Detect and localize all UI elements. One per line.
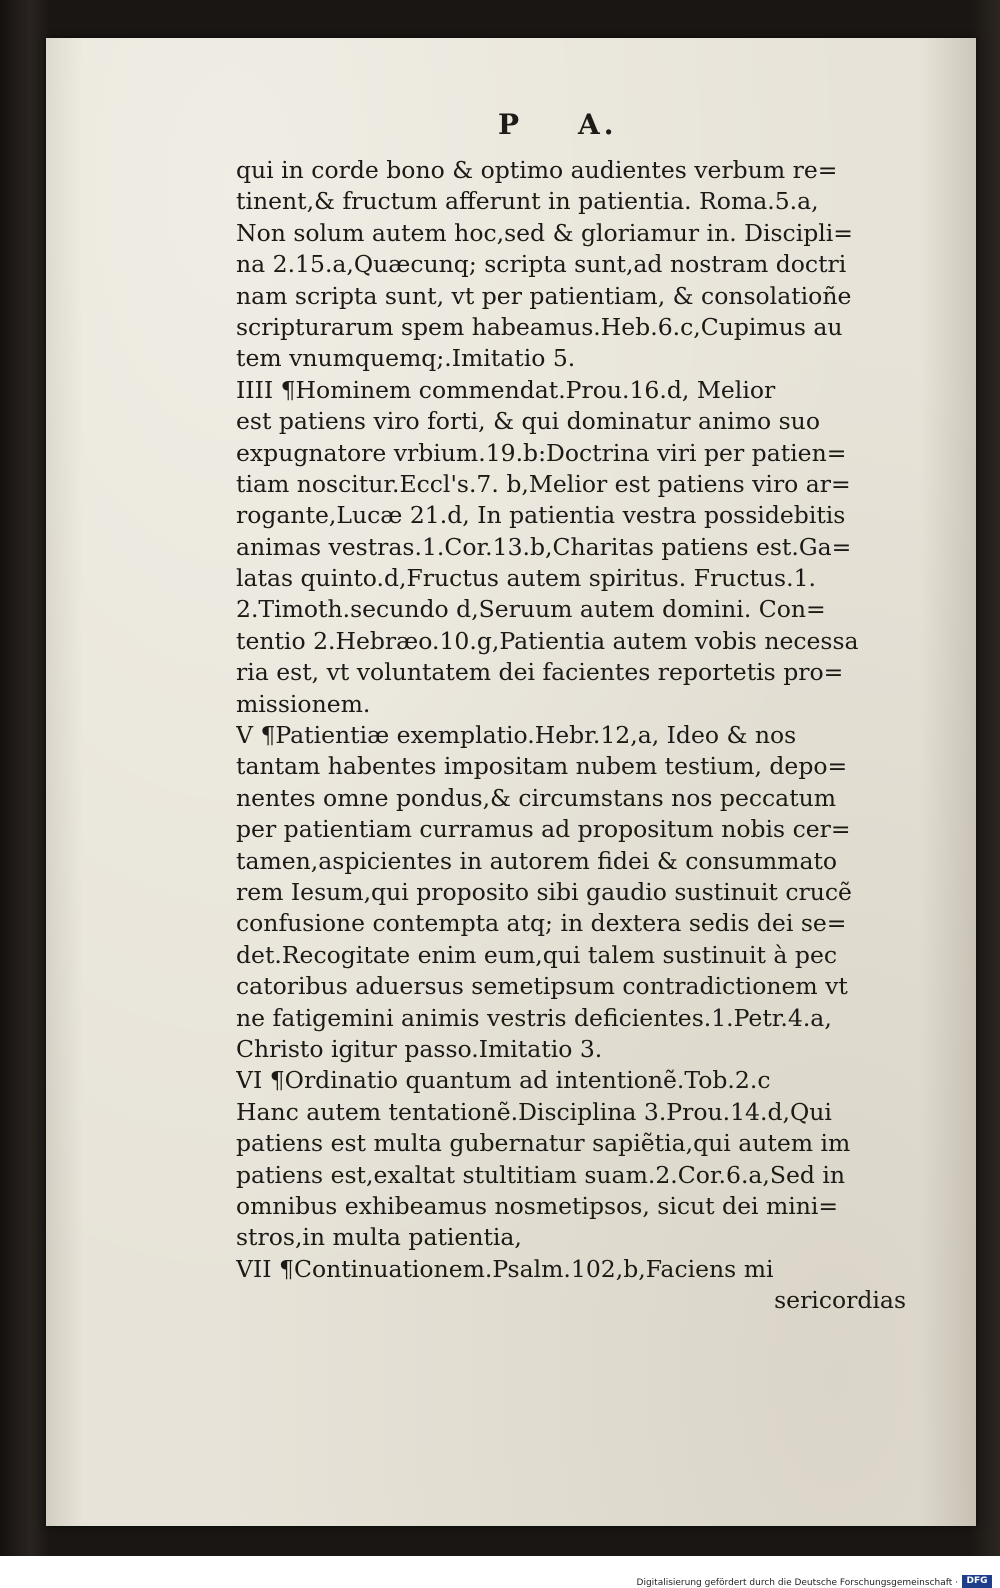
text-line: IIII ¶Hominem commendat.Prou.16.d, Melior [236, 375, 776, 404]
text-line: est patiens viro forti, & qui dominatur animo suo [236, 407, 820, 436]
text-line: ria est, vt voluntatem dei facientes reportetis pro= [236, 658, 844, 687]
text-line: qui in corde bono & optimo audientes verbum re= [236, 156, 838, 184]
text-line: tamen,aspicientes in autorem fidei & consummato [236, 846, 838, 875]
text-line: omnibus exhibeamus nosmetipsos, sicut dei mini= [236, 1191, 839, 1220]
text-line: nentes omne pondus,& circumstans nos peccatum [236, 783, 837, 812]
text-line: V ¶Patientiæ exemplatio.Hebr.12,a, Ideo & nos [236, 721, 797, 750]
body-text [236, 155, 906, 1316]
text-line: VII ¶Continuationem.Psalm.102,b,Faciens mi [236, 1254, 774, 1283]
text-line: stros,in multa patientia, [236, 1223, 522, 1252]
text-line: tinent,& fructum afferunt in patientia. Roma.5.a, [236, 187, 819, 216]
running-head: P A. [498, 108, 618, 141]
text-line: patiens est multa gubernatur sapiẽtia,qui autem im [236, 1129, 851, 1158]
text-line: rogante,Lucæ 21.d, In patientia vestra possidebitis [236, 501, 846, 530]
text-line: na 2.15.a,Quæcunq; scripta sunt,ad nostram doctri [236, 250, 847, 279]
text-line: det.Recogitate enim eum,qui talem sustinuit à pec [236, 940, 838, 969]
text-line: tentio 2.Hebræo.10.g,Patientia autem vobis necessa [236, 626, 859, 655]
text-line: Hanc autem tentationẽ.Disciplina 3.Prou.14.d,Qui [236, 1097, 832, 1126]
text-line: Christo igitur passo.Imitatio 3. [236, 1034, 603, 1063]
digitization-credit: Digitalisierung gefördert durch die Deutsche Forschungsgemeinschaft · [636, 1578, 958, 1588]
text-line: 2.Timoth.secundo d,Seruum autem domini. Con= [236, 595, 826, 624]
text-line: ne fatigemini animis vestris deficientes.1.Petr.4.a, [236, 1003, 832, 1032]
text-line: tiam noscitur.Eccl's.7. b,Melior est patiens viro ar= [236, 469, 851, 498]
text-line: patiens est,exaltat stultitiam suam.2.Cor.6.a,Sed in [236, 1160, 846, 1189]
book-page [46, 38, 976, 1526]
text-line: Non solum autem hoc,sed & gloriamur in. Discipli= [236, 218, 854, 247]
text-line: expugnatore vrbium.19.b:Doctrina viri per patien= [236, 438, 847, 467]
text-line: per patientiam curramus ad propositum nobis cer= [236, 815, 851, 844]
text-line: VI ¶Ordinatio quantum ad intentionẽ.Tob.2.c [236, 1066, 771, 1095]
text-line: animas vestras.1.Cor.13.b,Charitas patiens est.Ga= [236, 532, 852, 561]
text-line: tem vnumquemq;.Imitatio 5. [236, 344, 576, 373]
text-line: rem Iesum,qui proposito sibi gaudio sustinuit crucẽ [236, 877, 852, 906]
text-line: catoribus aduersus semetipsum contradictionem vt [236, 972, 848, 1001]
text-line: scripturarum spem habeamus.Heb.6.c,Cupimus au [236, 312, 843, 341]
text-line: tantam habentes impositam nubem testium, depo= [236, 752, 848, 781]
text-line: sericordias [774, 1286, 906, 1315]
text-line: confusione contempta atq; in dextera sedis dei se= [236, 909, 847, 938]
text-line: nam scripta sunt, vt per patientiam, & consolatioñe [236, 281, 852, 310]
text-line: missionem. [236, 689, 371, 718]
dfg-logo: DFG [962, 1575, 992, 1588]
text-line: latas quinto.d,Fructus autem spiritus. Fructus.1. [236, 564, 817, 593]
